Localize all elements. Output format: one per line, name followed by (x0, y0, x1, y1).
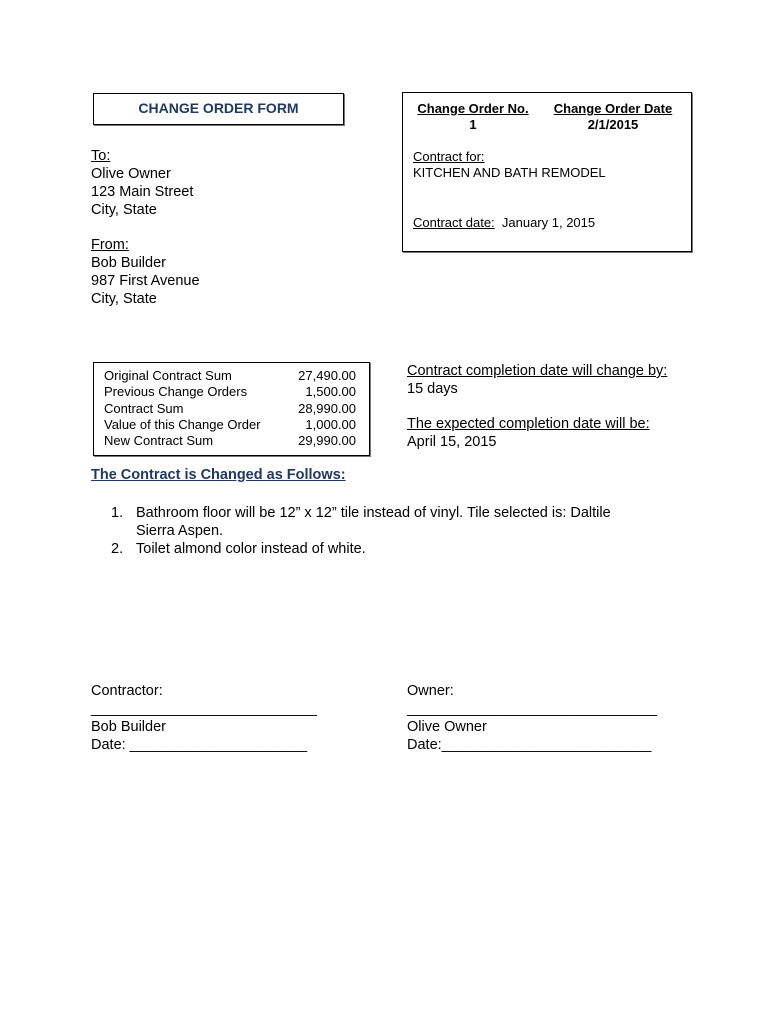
contract-for-label: Contract for: (413, 149, 485, 164)
contractor-signature-block (91, 682, 317, 754)
to-address (91, 147, 193, 219)
completion-change (407, 362, 667, 398)
to-name: Olive Owner (91, 166, 171, 182)
from-street: 987 First Avenue (91, 273, 200, 289)
contractor-date-line[interactable]: Date: ______________________ (91, 737, 308, 753)
owner-date-line[interactable]: Date:__________________________ (407, 737, 652, 753)
sum-label: Original Contract Sum (104, 368, 232, 383)
owner-signature-line[interactable]: _______________________________ (407, 701, 657, 717)
sum-row (94, 433, 369, 449)
from-address (91, 236, 200, 308)
expected-completion-value: April 15, 2015 (407, 434, 497, 450)
sum-value: 1,500.00 (305, 384, 356, 400)
contractor-name: Bob Builder (91, 719, 166, 735)
sum-value: 1,000.00 (305, 416, 356, 432)
from-name: Bob Builder (91, 255, 166, 271)
to-street: 123 Main Street (91, 184, 194, 200)
sum-value: 28,990.00 (298, 400, 356, 416)
expected-completion (407, 415, 650, 451)
sum-row (94, 368, 369, 384)
owner-label: Owner: (407, 683, 454, 699)
completion-change-value: 15 days (407, 381, 458, 397)
list-item-text: Bathroom floor will be 12” x 12” tile instead of vinyl. Tile selected is: Daltile (136, 505, 611, 521)
sum-label: Value of this Change Order (104, 416, 261, 432)
changes-list (111, 504, 671, 558)
from-label: From: (91, 237, 129, 253)
list-item-text: Toilet almond color instead of white. (136, 541, 366, 557)
contract-for-value: KITCHEN AND BATH REMODEL (413, 165, 606, 180)
changes-heading: The Contract is Changed as Follows: (91, 467, 346, 483)
contract-date (413, 215, 595, 230)
sum-value: 29,990.00 (298, 433, 356, 449)
sum-value: 27,490.00 (298, 368, 356, 383)
form-title-box (93, 93, 344, 125)
to-city: City, State (91, 202, 157, 218)
contract-date-label: Contract date: (413, 215, 495, 230)
sum-label: New Contract Sum (104, 433, 214, 449)
owner-signature-block (407, 682, 657, 754)
change-order-date-value: 2/1/2015 (587, 117, 639, 132)
sum-row (94, 401, 369, 417)
change-order-number-label: Change Order No. (417, 101, 529, 116)
list-item (111, 504, 671, 540)
sum-row (94, 417, 369, 433)
from-city: City, State (91, 291, 157, 307)
list-item (111, 540, 671, 558)
list-item-number: 2. (111, 541, 124, 557)
sum-label: Contract Sum (104, 400, 184, 416)
contract-date-value: January 1, 2015 (501, 215, 596, 230)
change-order-number-value: 1 (469, 117, 477, 132)
change-order-date (547, 101, 679, 133)
to-label: To: (91, 148, 111, 164)
contract-for (413, 149, 606, 181)
sum-label: Previous Change Orders (104, 384, 248, 400)
owner-name: Olive Owner (407, 719, 487, 735)
contractor-signature-line[interactable]: ____________________________ (91, 701, 317, 717)
form-title: CHANGE ORDER FORM (138, 100, 299, 116)
change-order-date-label: Change Order Date (553, 101, 673, 116)
contract-sums-box (93, 362, 370, 456)
change-order-number (413, 101, 533, 133)
list-item-text-continued: Sierra Aspen. (136, 523, 224, 539)
completion-change-label: Contract completion date will change by: (407, 363, 668, 379)
expected-completion-label: The expected completion date will be: (407, 416, 650, 432)
contractor-label: Contractor: (91, 683, 163, 699)
sum-row (94, 384, 369, 400)
order-info-box (402, 92, 692, 252)
list-item-number: 1. (111, 505, 124, 521)
